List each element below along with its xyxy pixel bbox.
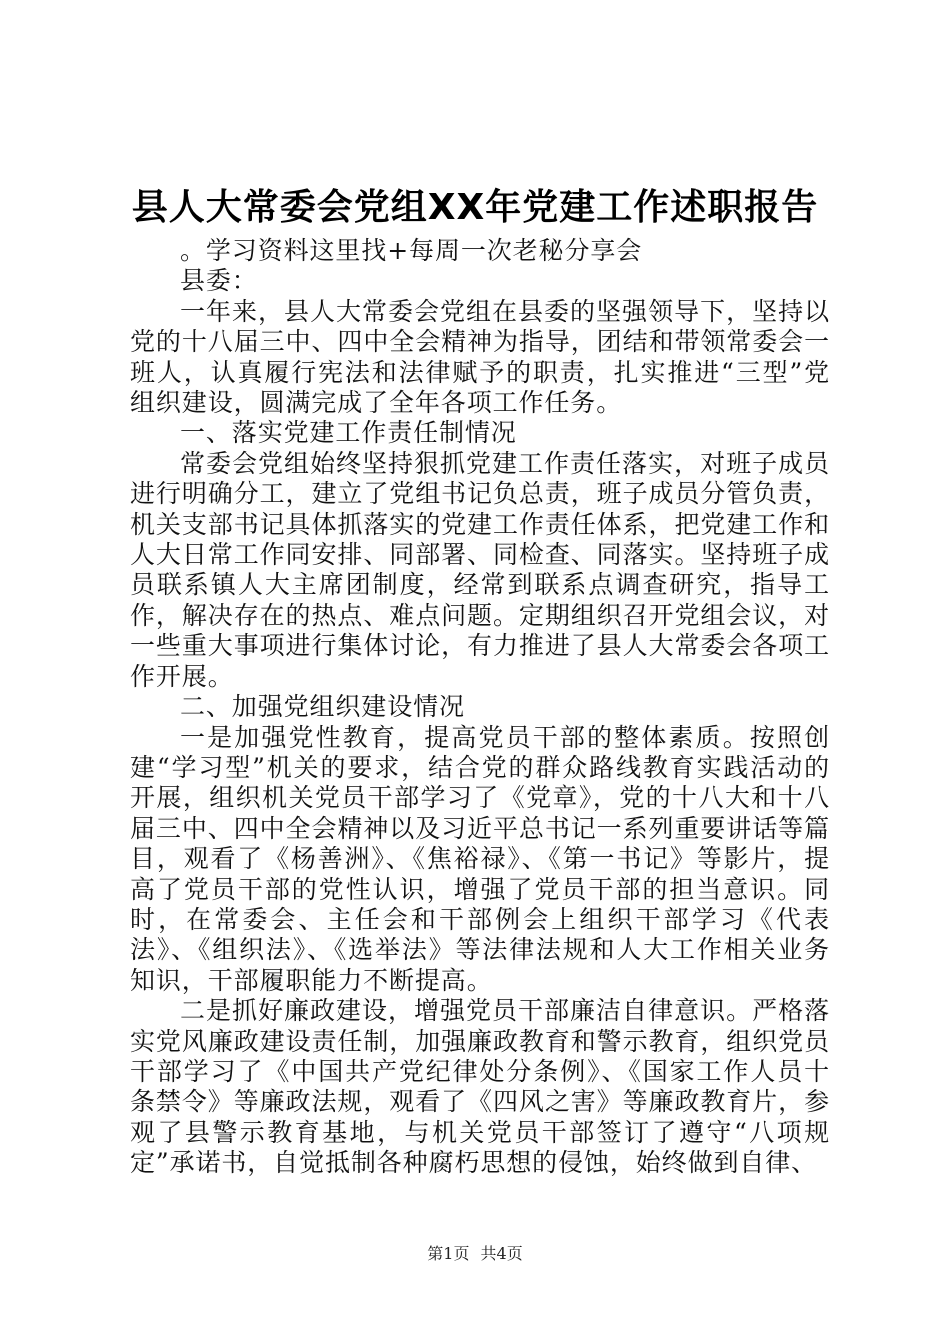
document-body [130, 236, 830, 1179]
section-heading-1: 一、落实党建工作责任制情况 [180, 418, 517, 448]
section-heading-2: 二、加强党组织建设情况 [180, 692, 465, 722]
source-note: 。学习资料这里找+每周一次老秘分享会 [180, 236, 643, 265]
page-number: 第1页 [427, 1244, 470, 1263]
section-1-paragraph: 常委会党组始终坚持狠抓党建工作责任落实，对班子成员进行明确分工，建立了党组书记负总责，班子成员分管负责，机关支部书记具体抓落实的党建工作责任体系，把党建工作和人大日常工作同安排、同部署、同检查、同落实。坚持班子成员联系镇人大主席团制度，经常到联系点调查研究，指导工作，解决存在的热点、难点问题。定期组织召开党组会议，对一些重大事项进行集体讨论，有力推进了县人大常委会各项工作开展。 [130, 448, 830, 691]
page-footer [0, 1244, 950, 1264]
intro-paragraph: 一年来，县人大常委会党组在县委的坚强领导下，坚持以党的十八届三中、四中全会精神为指导，团结和带领常委会一班人，认真履行宪法和法律赋予的职责，扎实推进“三型”党组织建设，圆满完成了全年各项工作任务。 [130, 296, 830, 418]
salutation: 县委： [180, 266, 258, 296]
document-title: 县人大常委会党组XX年党建工作述职报告 [131, 187, 819, 228]
page-total: 共4页 [480, 1244, 523, 1263]
section-2-paragraph-1: 一是加强党性教育，提高党员干部的整体素质。按照创建“学习型”机关的要求，结合党的群众路线教育实践活动的开展，组织机关党员干部学习了《党章》，党的十八大和十八届三中、四中全会精神以及习近平总书记一系列重要讲话等篇目，观看了《杨善洲》、《焦裕禄》、《第一书记》等影片，提高了党员干部的党性认识，增强了党员干部的担当意识。同时，在常委会、主任会和干部例会上组织干部学习《代表法》、《组织法》、《选举法》等法律法规和人大工作相关业务知识，干部履职能力不断提高。 [130, 722, 830, 995]
section-2-paragraph-2: 二是抓好廉政建设，增强党员干部廉洁自律意识。严格落实党风廉政建设责任制，加强廉政教育和警示教育，组织党员干部学习了《中国共产党纪律处分条例》、《国家工作人员十条禁令》等廉政法规，观看了《四风之害》等廉政教育片，参观了县警示教育基地，与机关党员干部签订了遵守“八项规定”承诺书，自觉抵制各种腐朽思想的侵蚀，始终做到自律、 [130, 996, 830, 1178]
